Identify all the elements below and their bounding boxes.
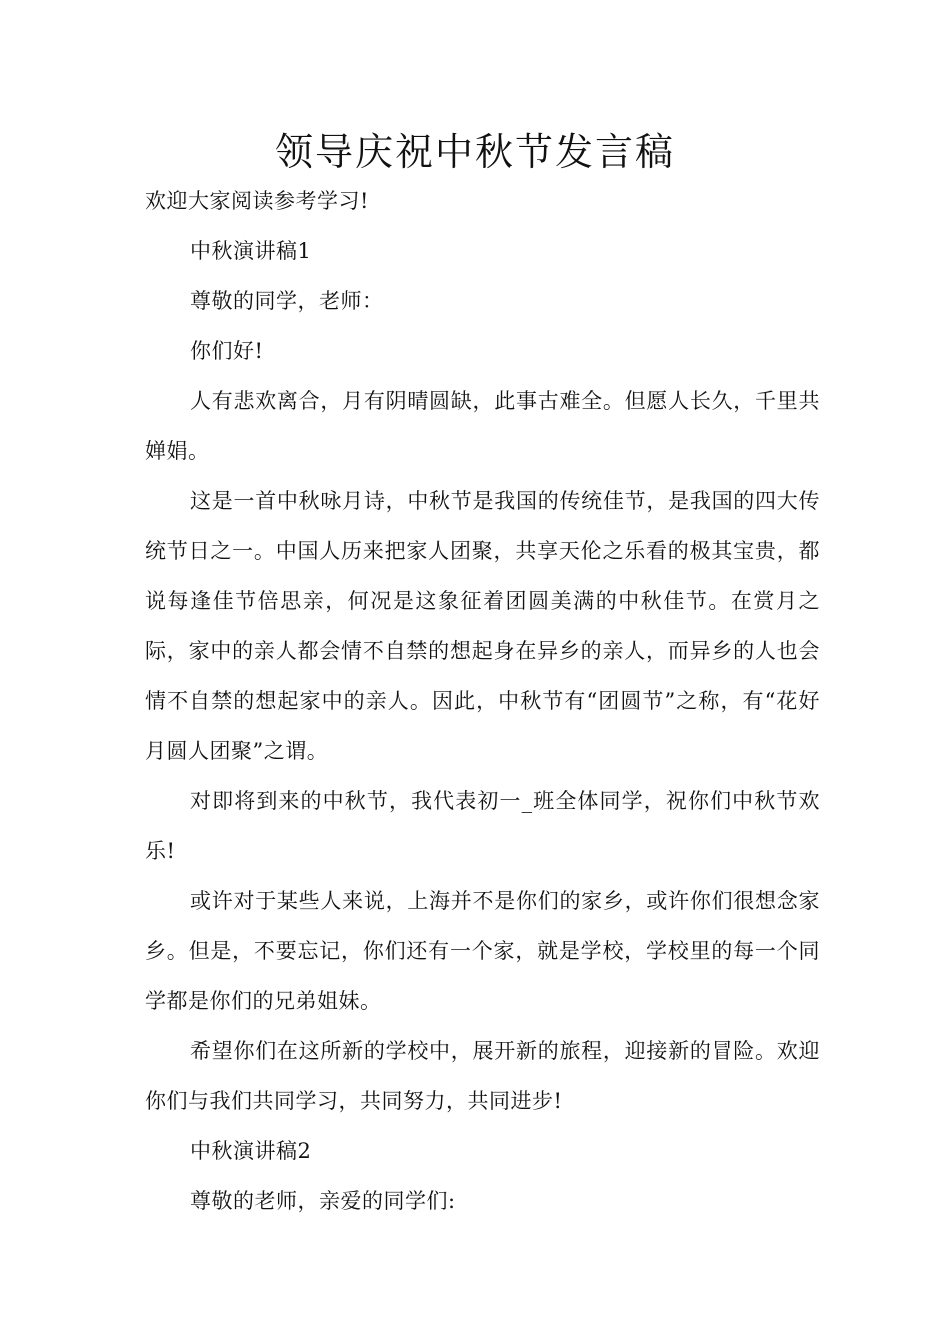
paragraph-poem: 人有悲欢离合，月有阴晴圆缺，此事古难全。但愿人长久，千里共婵娟。 xyxy=(145,389,820,463)
paragraph-homesick: 或许对于某些人来说，上海并不是你们的家乡，或许你们很想念家乡。但是，不要忘记，你们还有一个家，就是学校，学校里的每一个同学都是你们的兄弟姐妹。 xyxy=(145,889,820,1013)
paragraph-intro: 欢迎大家阅读参考学习! xyxy=(145,189,369,213)
document-body xyxy=(145,176,820,1226)
document-title: 领导庆祝中秋节发言稿 xyxy=(274,130,675,174)
paragraph-heading-speech-2: 中秋演讲稿2 xyxy=(190,1139,312,1163)
paragraph-salutation: 尊敬的同学，老师： xyxy=(190,289,384,313)
paragraph-welcome: 希望你们在这所新的学校中，展开新的旅程，迎接新的冒险。欢迎你们与我们共同学习，共同努力，共同进步! xyxy=(145,1039,820,1113)
paragraph-festival-description: 这是一首中秋咏月诗，中秋节是我国的传统佳节，是我国的四大传统节日之一。中国人历来把家人团聚，共享天伦之乐看的极其宝贵，都说每逢佳节倍思亲，何况是这象征着团圆美满的中秋佳节。在赏月之际，家中的亲人都会情不自禁的想起身在异乡的亲人，而异乡的人也会情不自禁的想起家中的亲人。因此，中秋节有“团圆节”之称，有“花好月圆人团聚”之谓。 xyxy=(145,489,820,763)
paragraph-wishes: 对即将到来的中秋节，我代表初一_班全体同学，祝你们中秋节欢乐! xyxy=(145,789,820,863)
paragraph-greeting: 你们好! xyxy=(190,339,264,363)
paragraph-heading-speech-1: 中秋演讲稿1 xyxy=(190,239,312,263)
paragraph-salutation-2: 尊敬的老师，亲爱的同学们: xyxy=(190,1189,456,1213)
